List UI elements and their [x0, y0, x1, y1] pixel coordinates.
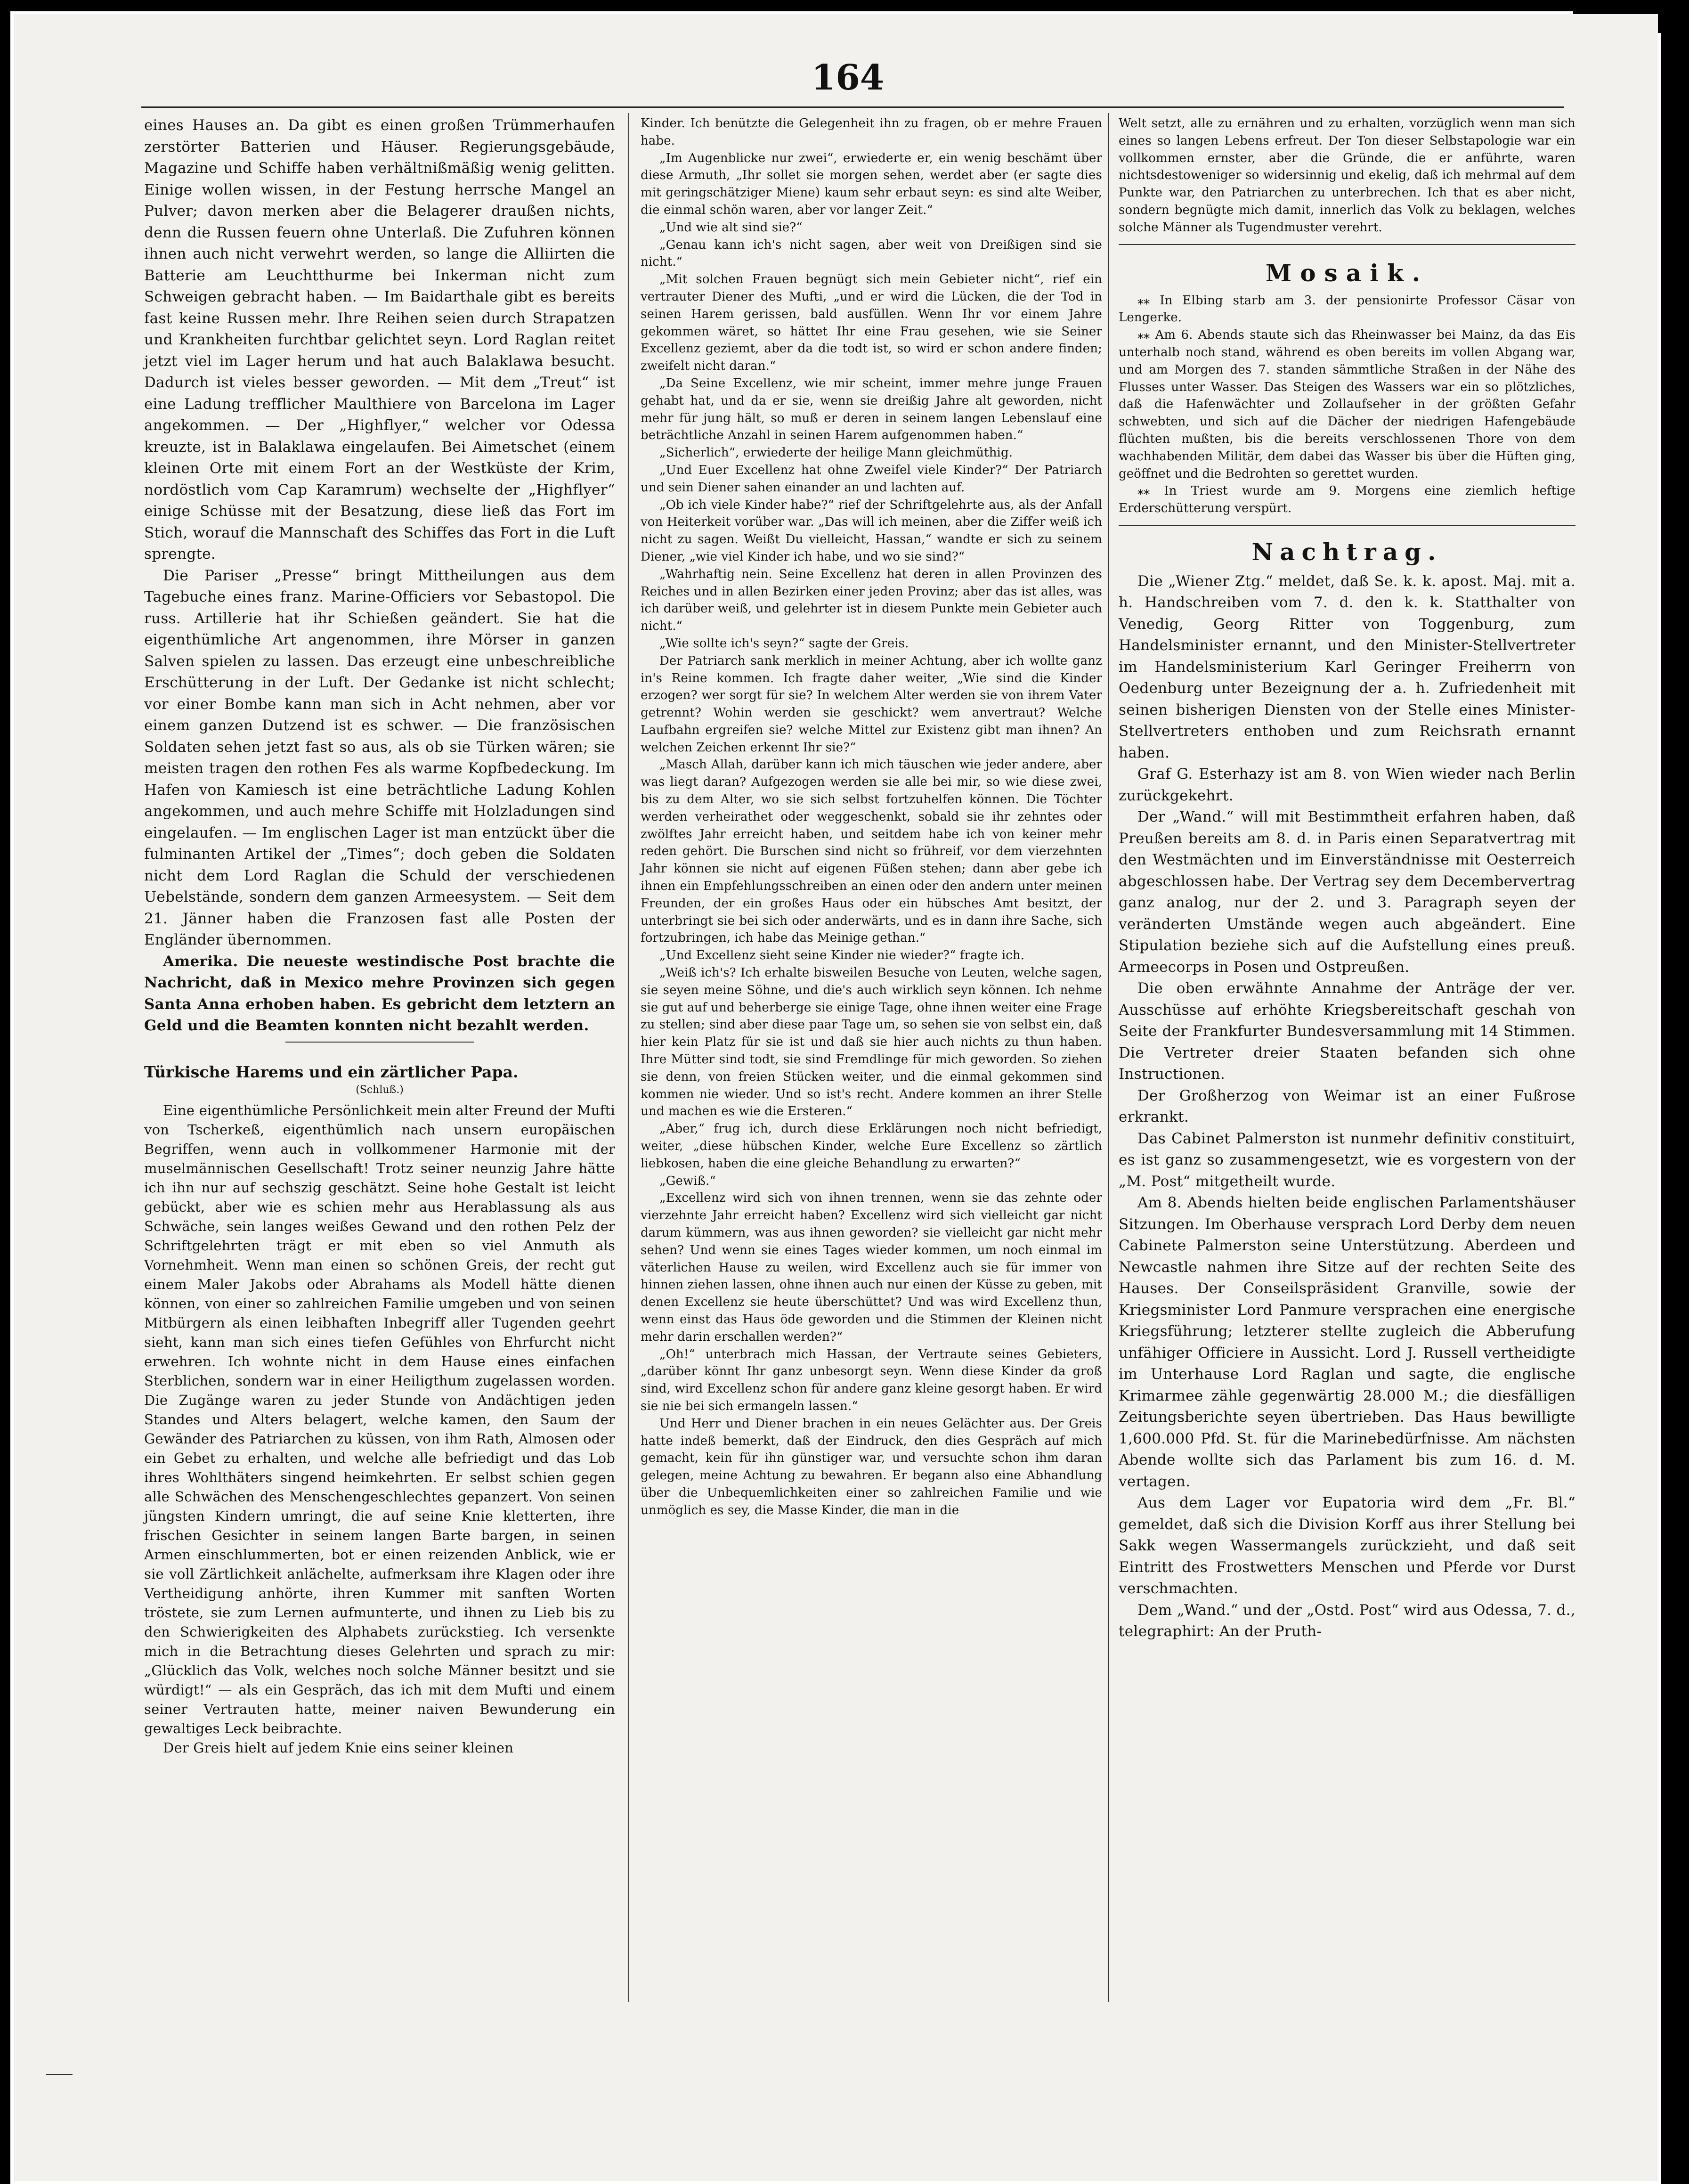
section-divider: [1119, 244, 1575, 245]
nachtrag-news-item: Am 8. Abends hielten beide englischen Parlamentshäuser Sitzungen. Im Oberhause versprach Lord Derby dem neuen Cabinete Palmerston seine Unterstützung. Aberdeen und Newcastle nahmen ihre Sitze auf der rechten Seite des Hauses. Der Conseilspräsident Granville, sowie der Kriegsminister Lord Panmure versprachen eine energische Kriegsführung; letzterer stellte zugleich die Abberufung unfähiger Officiere in Aussicht. Lord J. Russell vertheidigte im Unterhause Lord Raglan und sagte, die englische Krimarmee zähle gegenwärtig 28.000 M.; die diesfälligen Zeitungsberichte seyen übertrieben. Das Haus bewilligte 1,600.000 Pfd. St. für die Marinebedürfnisse. Am nächsten Abende wollte sich das Parlament bis zum 16. d. M. vertagen.: [1119, 1194, 1575, 1490]
crimea-report-paragraph: eines Hauses an. Da gibt es einen großen Trümmerhaufen zerstörter Batterien und Häuser. Regierungsgebäude, Magazine und Schiffe haben verhältnißmäßig wenig gelitten. Einige wollen wissen, in der Festung herrsche Mangel an Pulver; davon merken aber die Belagerer draußen nichts, denn die Russen feuern ohne Unterlaß. Die Zufuhren können ihnen auch nicht verwehrt werden, so lange die Alliirten die Batterie am Leuchtthurme bei Inkerman nicht zum Schweigen gebracht haben. — Im Baidarthale gibt es bereits fast keine Russen mehr. Ihre Reihen seien durch Strapatzen und Krankheiten furchtbar gelichtet seyn. Lord Raglan reitet jetzt viel im Lager herum und hat auch Balaklawa besucht. Dadurch ist vieles besser geworden. — Mit dem „Treut“ ist eine Ladung trefflicher Maulthiere von Barcelona im Lager angekommen. — Der „Highflyer,“ welcher vor Odessa kreuzte, ist in Balaklawa eingelaufen. Bei Aimetschet (einem kleinen Orte mit einem Fort an der Westküste der Krim, nordöstlich vom Cap Karamrum) wechselte der „Highflyer“ einige Schüsse mit der Besatzung, diese ließ das Fort im Stich, worauf die Mannschaft des Schiffes das Fort in die Luft sprengte.: [144, 117, 615, 562]
nachtrag-news-item: Die „Wiener Ztg.“ meldet, daß Se. k. k. apost. Maj. mit a. h. Handschreiben vom 7. d. den k. k. Statthalter von Venedig, Georg Ritter von Toggenburg, zum Handelsminister ernannt, und den Minister-Stellvertreter im Handelsministerium Karl Geringer Freiherrn von Oedenburg unter Bezeignung der a. h. Zufriedenheit mit seinen bisherigen Diensten von der Stelle eines Minister-Stellvertreters enthoben und zum Reichsrath ernannt haben.: [1119, 572, 1575, 761]
harems-dialogue-paragraph: „Und wie alt sind sie?“: [659, 220, 803, 235]
harems-dialogue-paragraph: „Weiß ich's? Ich erhalte bisweilen Besuche von Leuten, welche sagen, sie seyen meine Söhne, und die's auch wirklich seyn können. Ich nehme sie gut auf und beherberge sie einige Tage, ohne ihnen weiter eine Frage zu stellen; sind aber diese paar Tage um, so sehen sie von selbst ein, daß hier kein Platz für sie ist und daß sie hier auch nichts zu thun haben. Ihre Mütter sind todt, sie sind Fremdlinge für mich geworden. So ziehen sie denn, von freien Stücken weiter, und die einmal gekommen sind kommen nie wieder. Und so ist's recht. Andere kommen an ihrer Stelle und machen es wie die Ersteren.“: [641, 966, 1102, 1119]
scan-border-left: [0, 0, 10, 2184]
harems-continuation-note: (Schluß.): [356, 1084, 404, 1096]
harems-dialogue-paragraph: „Ob ich viele Kinder habe?“ rief der Schriftgelehrte aus, als der Anfall von Heiterkeit vorüber war. „Das will ich meinen, aber die Ziffer weiß ich nicht zu sagen. Weißt Du vielleicht, Hassan,“ wandte er sich zu seinem Diener, „wie viel Kinder ich habe, und wo sie sind?“: [641, 497, 1102, 564]
page-number: 164: [811, 57, 885, 98]
header-rule: [141, 106, 1564, 108]
harems-dialogue-paragraph: „Gewiß.“: [659, 1173, 716, 1188]
harems-article-paragraph: Kinder. Ich benützte die Gelegenheit ihn zu fragen, ob er mehre Frauen habe.: [641, 116, 1102, 148]
section-divider: [1119, 525, 1575, 526]
section-divider: [285, 1042, 474, 1043]
harems-article-paragraph: Eine eigenthümliche Persönlichkeit mein alter Freund der Mufti von Tscherkeß, eigenthümlich nach unsern europäischen Begriffen, wenn auch in vollkommener Harmonie mit der muselmännischen Gesellschaft! Trotz seiner neunzig Jahre hätte ich ihn nur auf sechszig geschätzt. Seine hohe Gestalt ist leicht gebückt, aber wie es schien mehr aus Herablassung als aus Schwäche, sein langes weißes Gewand und den rothen Pelz der Schriftgelehrten trägt er mit eben so viel Anmuth als Vornehmheit. Wenn man einen so schönen Greis, der recht gut einem Maler Jakobs oder Abrahams als Modell hätte dienen können, von einer so zahlreichen Familie umgeben und von seinen Mitbürgern als einen leibhaften Inbegriff aller Tugenden geehrt sieht, kann man sich eines tiefen Gefühles von Ehrfurcht nicht erwehren. Ich wohnte nicht in dem Hause eines einfachen Sterblichen, sondern war in einer Heiligthum zugelassen worden. Die Zugänge waren zu jeder Stunde von Andächtigen jeden Standes und Alters belagert, welche kamen, den Saum der Gewänder des Patriarchen zu küssen, von ihm Rath, Almosen oder ein Gebet zu erhalten, und welche alle befriedigt und das Lob ihres Wohlthäters singend heimkehrten. Er selbst schien gegen alle Schwächen des Menschengeschlechtes gepanzert. Von seinen jüngsten Kindern umringt, die auf seine Knie kletterten, ihre frischen Gesichter in seinem langen Barte bargen, in seinen Armen einschlummerten, bot er einen reizenden Anblick, wie er sie voll Zärtlichkeit anlächelte, aufmerksam ihre Klagen oder ihre Vertheidigung anhörte, ihren Kummer mit sanften Worten tröstete, sie zum Lernen aufmunterte, und ihnen zu Lieb bis zu den Schwierigkeiten des Alphabets zurückstieg. Ich versenkte mich in die Betrachtung dieses Gelehrten und sprach zu mir: „Glücklich das Volk, welches noch solche Männer besitzt und sie würdigt!“ — als ein Gespräch, das ich mit dem Mufti und einem seiner Vertrauten hatte, meiner naiven Bewunderung ein gewaltiges Leck beibrachte.: [144, 1102, 615, 1736]
presse-report-paragraph: Die Pariser „Presse“ bringt Mittheilungen aus dem Tagebuche eines franz. Marine-Officiers vor Sebastopol. Die russ. Artillerie hat ihr Schießen geändert. Sie hat die eigenthümliche Art angenommen, ihre Mörser in ganzen Salven spielen zu lassen. Das erzeugt eine unbeschreibliche Erschütterung in der Luft. Der Gedanke ist nicht schlecht; vor einer Bombe kann man sich in Acht nehmen, aber vor einem ganzen Dutzend ist es schwer. — Die französischen Soldaten sehen jetzt fast so aus, als ob sie Türken wären; sie meisten tragen den rothen Fes als warme Kopfbedeckung. Im Hafen von Kamiesch ist eine beträchtliche Ladung Kohlen angekommen, und auch mehre Schiffe mit Holzladungen sind eingelaufen. — Im englischen Lager ist man entzückt über die fulminanten Artikel der „Times“; doch geben die Soldaten nicht dem Lord Raglan die Schuld der verschiedenen Uebelstände, sondern dem ganzen Armeesystem. — Seit dem 21. Jänner haben die Franzosen fast alle Posten der Engländer übernommen.: [144, 567, 615, 948]
harems-article-paragraph: Der Greis hielt auf jedem Knie eins seiner kleinen: [163, 1739, 514, 1756]
harems-dialogue-paragraph: „Im Augenblicke nur zwei“, erwiederte er, ein wenig beschämt über diese Armuth, „Ihr sollet sie morgen sehen, werdet aber (er sagte dies mit geringschätziger Miene) kaum sehr erbaut seyn: es sind alte Weiber, die einmal schön waren, aber vor langer Zeit.“: [641, 151, 1102, 217]
column-divider-left: [628, 113, 629, 2002]
harems-dialogue-paragraph: „Masch Allah, darüber kann ich mich täuschen wie jeder andere, aber was liegt daran? Aufgezogen werden sie alle bei mir, so wie diese zwei, bis zu dem Alter, wo sie sich selbst fortzuhelfen können. Die Töchter werden verheirathet oder weggeschenkt, sobald sie ihr zehntes oder zwölftes Jahr erreicht haben, und seitdem habe ich von keiner mehr reden gehört. Die Burschen sind nicht so frühreif, vor dem vierzehnten Jahr können sie nicht auf eigenen Füßen stehen; dann aber gebe ich ihnen ein Empfehlungsschreiben an einen oder den andern unter meinen Freunden, der ein großes Haus oder ein hübsches Amt besitzt, der unterbringt sie bei sich oder anderwärts, und es in dann ihre Sache, sich fortzubringen, ich habe das Meinige gethan.“: [641, 758, 1102, 945]
harems-dialogue-paragraph: „Da Seine Excellenz, wie mir scheint, immer mehre junge Frauen gehabt hat, und da er sie, wenn sie dreißig Jahre alt geworden, nicht mehr für jung hält, so muß er deren in seinem langen Lebenslauf eine beträchtliche Anzahl in seinen Harem aufgenommen haben.“: [641, 376, 1102, 443]
harems-dialogue-paragraph: „Excellenz wird sich von ihnen trennen, wenn sie das zehnte oder vierzehnte Jahr erreicht haben? Excellenz wird sich vielleicht gar nicht darum kümmern, was aus ihnen geworden? sie vielleicht gar nicht mehr sehen? Und wenn sie eines Tages wieder kommen, um noch einmal im väterlichen Hause zu weilen, wird Excellenz auch sie für immer von hinnen ziehen lassen, ohne ihnen auch nur einen der Küsse zu geben, mit denen Excellenz sie heute überschüttet? Und was wird Excellenz thun, wenn einst das Haus öde geworden und die Stimmen der Kleinen nicht mehr darin erschallen werden?“: [641, 1191, 1102, 1344]
mosaik-news-item: ⁎⁎ Am 6. Abends staute sich das Rheinwasser bei Mainz, da das Eis unterhalb noch stand, während es oben bereits im vollen Abgang war, und am Morgen des 7. standen sämmtliche Straßen in der Nähe des Flusses unter Wasser. Das Steigen des Wassers war ein so plötzliches, daß die Hafenwächter und Zollaufseher in der größten Gefahr schwebten, und sich auf die Dächer der niedrigen Hafengebäude flüchten mußten, bis die bereits verschlossenen Thore von dem wachhabenden Militär, dem dabei das Wasser bis über die Hüften ging, geöffnet und die Bedrohten so gerettet wurden.: [1119, 328, 1575, 481]
harems-dialogue-paragraph: Der Patriarch sank merklich in meiner Achtung, aber ich wollte ganz in's Reine kommen. Ich fragte daher weiter, „Wie sind die Kinder erzogen? wer sorgt für sie? In welchem Alter werden sie von ihrem Vater getrennt? Wohin werden sie geschickt? wem anvertraut? Welche Laufbahn ergreifen sie? welche Mittel zur Existenz gibt man ihnen? An welchen Zeichen erkennt Ihr sie?“: [641, 653, 1102, 755]
column-right: [1119, 115, 1575, 1643]
nachtrag-section-title: Nachtrag.: [1251, 538, 1443, 566]
scan-border-right: [1661, 0, 1689, 2184]
harems-dialogue-paragraph: „Genau kann ich's nicht sagen, aber weit von Dreißigen sind sie nicht.“: [641, 237, 1102, 269]
harems-article-title: Türkische Harems und ein zärtlicher Papa.: [144, 1062, 519, 1081]
harems-dialogue-paragraph: „Oh!“ unterbrach mich Hassan, der Vertraute seines Gebieters, „darüber könnt Ihr ganz unbesorgt seyn. Wenn diese Kinder da groß sind, wird Excellenz schon für andere ganz kleine gesorgt haben. Er wird sie nie bei sich ermangeln lassen.“: [641, 1347, 1102, 1413]
nachtrag-news-item: Der „Wand.“ will mit Bestimmtheit erfahren haben, daß Preußen bereits am 8. d. in Paris einen Separatvertrag mit den Westmächten und im Einverständnisse mit Oesterreich abgeschlossen habe. Der Vertrag sey dem Decembervertrag ganz analog, nur der 2. und 3. Paragraph seyen der veränderten Umstände wegen auch abgeändert. Eine Stipulation beziehe sich auf die Aufstellung eines preuß. Armeecorps in Posen und Ostpreußen.: [1119, 808, 1575, 976]
harems-dialogue-paragraph: „Sicherlich“, erwiederte der heilige Mann gleichmüthig.: [659, 446, 1013, 460]
mosaik-news-item: ⁎⁎ In Triest wurde am 9. Morgens eine ziemlich heftige Erderschütterung verspürt.: [1119, 484, 1575, 516]
column-middle: [641, 115, 1102, 1519]
nachtrag-news-item: Die oben erwähnte Annahme der Anträge der ver. Ausschüsse auf erhöhte Kriegsbereitschaft geschah von Seite der Frankfurter Bundesversammlung mit 14 Stimmen. Die Vertreter dreier Staaten befanden sich ohne Instructionen.: [1119, 980, 1575, 1083]
margin-mark: [46, 2074, 73, 2075]
harems-dialogue-paragraph: „Wie sollte ich's seyn?“ sagte der Greis.: [659, 636, 909, 651]
nachtrag-news-item: Dem „Wand.“ und der „Ostd. Post“ wird aus Odessa, 7. d., telegraphirt: An der Pruth-: [1119, 1601, 1575, 1640]
nachtrag-news-item: Das Cabinet Palmerston ist nunmehr definitiv constituirt, es ist ganz so zusammengesetzt, wie es vorgestern von der „M. Post“ mitgetheilt wurde.: [1119, 1130, 1575, 1190]
harems-dialogue-paragraph: Und Herr und Diener brachen in ein neues Gelächter aus. Der Greis hatte indeß bemerkt, daß der Eindruck, den dies Gespräch auf mich gemacht, kein für ihn günstiger war, und versuchte schon ihm daran gelegen, meine Achtung zu bewahren. Er begann also eine Abhandlung über die Unbequemlichkeiten einer so zahlreichen Familie und wie unmöglich es sey, die Masse Kinder, die man in die: [641, 1416, 1102, 1517]
harems-dialogue-paragraph: „Und Excellenz sieht seine Kinder nie wieder?“ fragte ich.: [659, 948, 1025, 963]
harems-dialogue-paragraph: „Aber,“ frug ich, durch diese Erklärungen noch nicht befriedigt, weiter, „diese hübschen Kinder, welche Eure Excellenz so zärtlich liebkosen, haben die eine gleiche Behandlung zu erwarten?“: [641, 1122, 1102, 1171]
nachtrag-news-item: Aus dem Lager vor Eupatoria wird dem „Fr. Bl.“ gemeldet, daß sich die Division Korff aus ihrer Stellung bei Sakk wegen Wassermangels zurückzieht, und daß seit Eintritt des Frostwetters Menschen und Pferde vor Durst verschmachten.: [1119, 1494, 1575, 1597]
harems-dialogue-paragraph: „Mit solchen Frauen begnügt sich mein Gebieter nicht“, rief ein vertrauter Diener des Mufti, „und er wird die Lücken, die der Tod in seinen Harem gerissen, bald ausfüllen. Wenn Ihr vor einem Jahre gekommen wäret, so hättet Ihr eine Frau gesehen, wie sie Seiner Excellenz geziemt, aber da die todt ist, so wird er schon andere finden; zweifelt nicht daran.“: [641, 272, 1102, 374]
mosaik-section-title: Mosaik.: [1265, 259, 1429, 287]
harems-dialogue-paragraph: „Wahrhaftig nein. Seine Excellenz hat deren in allen Provinzen des Reiches und in allen Bezirken einer jeden Provinz; aber das ist alles, was ich darüber weiß, und gelehrter ist in diesem Punkte mein Gebieter auch nicht.“: [641, 567, 1102, 634]
nachtrag-news-item: Der Großherzog von Weimar ist an einer Fußrose erkrankt.: [1119, 1087, 1575, 1126]
nachtrag-news-item: Graf G. Esterhazy ist am 8. von Wien wieder nach Berlin zurückgekehrt.: [1119, 766, 1575, 804]
column-divider-right: [1108, 113, 1109, 2002]
scan-border-top: [0, 0, 1689, 11]
column-left: [144, 115, 615, 1758]
mosaik-news-item: ⁎⁎ In Elbing starb am 3. der pensionirte Professor Cäsar von Lengerke.: [1119, 293, 1575, 325]
harems-dialogue-paragraph: „Und Euer Excellenz hat ohne Zweifel viele Kinder?“ Der Patriarch und sein Diener sahen einander an und lachten auf.: [641, 463, 1102, 495]
amerika-news-item: Amerika. Die neueste westindische Post brachte die Nachricht, daß in Mexico mehre Provinzen sich gegen Santa Anna erhoben haben. Es gebricht dem letztern an Geld und die Beamten konnten nicht bezahlt werden.: [144, 953, 615, 1034]
harems-article-conclusion: Welt setzt, alle zu ernähren und zu erhalten, vorzüglich wenn man sich eines so langen Lebens erfreut. Der Ton dieser Selbstapologie war ein vollkommen ernster, aber die Gründe, die er anführte, waren nichtsdestoweniger so widersinnig und ekelig, daß ich mehrmal auf dem Punkte war, den Patriarchen zu unterbrechen. Ich that es aber nicht, sondern begnügte mich damit, innerlich das Volk zu beklagen, welches solche Männer als Tugendmuster verehrt.: [1119, 116, 1575, 235]
